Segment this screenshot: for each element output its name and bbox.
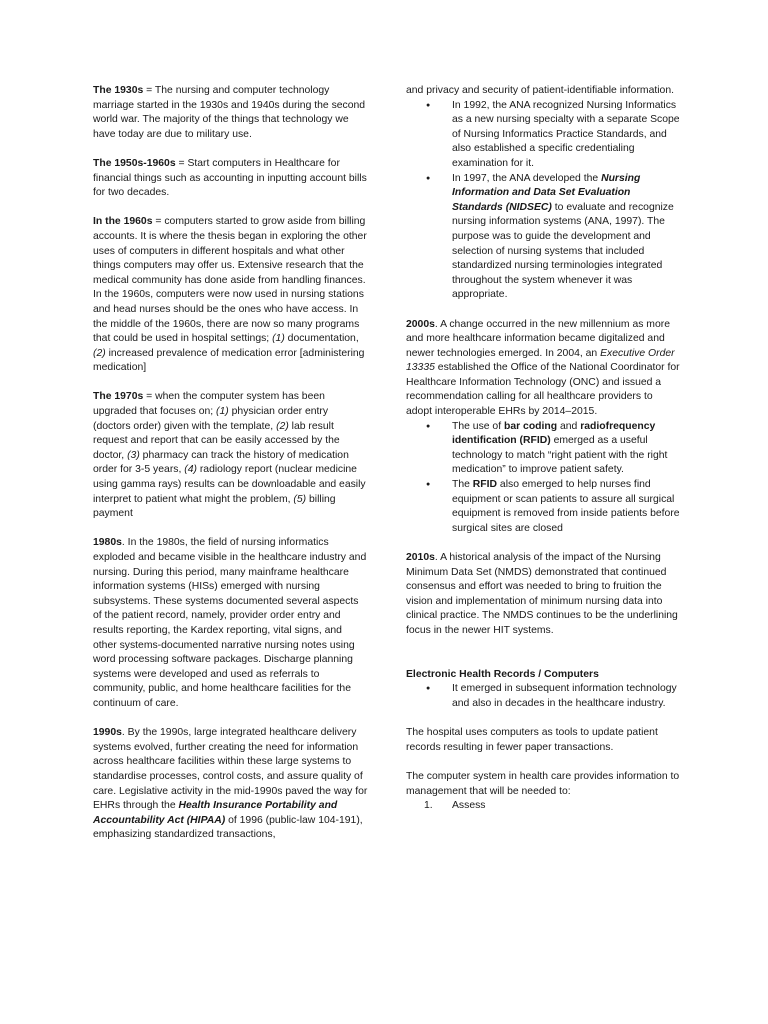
list-item <box>406 799 681 814</box>
bullet-list-ehr <box>406 682 681 711</box>
bullet-rfid-tail: also emerged to help nurses find equipment or scan patients to assure all surgical equipment is removed from inside patients before surgical sites are closed <box>452 479 680 534</box>
bullet-1997-text: In 1997, the ANA developed the <box>452 172 602 184</box>
paragraph-1970s <box>93 390 368 521</box>
rfid-full-term: radiofrequency identification (RFID) <box>452 420 656 447</box>
paragraph-1990s-continued: and privacy and security of patient-identifiable information. <box>406 85 674 96</box>
text-2000s-tail: established the Office of the National Coordinator for Healthcare Information Technology (ONC) and issued a recommendation calling for all healthcare providers to adopt interoperable EHRs by 2014–2015. <box>406 362 680 418</box>
heading-1950s-1960s: The 1950s-1960s <box>93 157 176 169</box>
bullet-list-ana <box>406 99 681 303</box>
text-1960s-item1: documentation, <box>284 333 359 345</box>
list-item <box>406 682 681 711</box>
text-1960s: = computers started to grow aside from billing accounts. It is where the thesis began in exploring the other uses of computers in different hospitals and what other things computers may offer us. Extensive research that the medical community has done aside from handling finances. In the 1960s, computers were now used in nursing stations and head nurses should be the ones who have access. In the middle of the 1960s, there are now so many programs that could be used in hospital settings; <box>93 216 367 345</box>
paragraph-2010s <box>406 551 681 639</box>
list-item <box>406 420 681 478</box>
list-item <box>406 172 681 303</box>
rfid-term: RFID <box>472 479 498 491</box>
bullet-1997-tail: to evaluate and recognize nursing information systems (ANA, 1997). The purpose was to guide the development and selection of nursing systems that included standardized nursing terminologies integrated throughout the system whenever it was appropriate. <box>452 201 674 301</box>
text-1970s-item5: billing payment <box>93 493 336 520</box>
text-2000s: . A change occurred in the new millennium as more and more healthcare information became digitalized and newer technologies emerged. In 2004, an <box>406 318 670 359</box>
paragraph-1930s <box>93 84 368 142</box>
enum-2: (2) <box>93 347 106 359</box>
heading-2000s: 2000s <box>406 318 435 330</box>
text-2010s: . A historical analysis of the impact of the Nursing Minimum Data Set (NMDS) demonstrated that continued consensus and effort was needed to bring to fruition the vision and implementation of minimum nursing data into clinical practice. The NMDS continues to be the underlining focus in the newer HIT systems. <box>406 552 678 636</box>
bullet-ehr: It emerged in subsequent information technology and also in decades in the healthcare industry. <box>452 683 677 709</box>
list-item <box>406 99 681 172</box>
heading-1970s: The 1970s <box>93 391 144 403</box>
paragraph-1990s <box>93 726 368 843</box>
left-column <box>93 84 368 843</box>
paragraph-2000s <box>406 318 681 420</box>
heading-2010s: 2010s <box>406 552 435 563</box>
paragraph-system: The computer system in health care provides information to management that will be needed to: <box>406 770 680 797</box>
text-1970s-item2: lab result request and report that can be easily accessed by the doctor, <box>93 420 340 461</box>
heading-1980s: 1980s <box>93 537 122 549</box>
text-1950s-1960s: = Start computers in Healthcare for financial things such as accounting in inputting account bills for two decades. <box>93 157 367 199</box>
bullet-1992: In 1992, the ANA recognized Nursing Informatics as a new nursing specialty with a separate Scope of Nursing Informatics Practice Standards, and also established a specific credentialing examination for it. <box>452 99 680 169</box>
bullet-rfid-text: The <box>452 479 473 491</box>
list-item <box>406 478 681 536</box>
text-1990s-tail: of 1996 (public-law 104-191), emphasizing standardized transactions, <box>93 814 363 841</box>
heading-1990s: 1990s <box>93 727 122 739</box>
bullet-barcode-text: The use of <box>452 420 504 432</box>
paragraph-hospital: The hospital uses computers as tools to update patient records resulting in fewer paper transactions. <box>406 727 658 753</box>
text-1960s-item2: increased prevalence of medication error [administering medication] <box>93 347 365 374</box>
hipaa-term: Health Insurance Portability and Accountability Act (HIPAA) <box>93 800 338 826</box>
barcode-term: bar coding <box>503 420 558 432</box>
heading-1960s: In the 1960s <box>93 216 153 228</box>
enum-4: (4) <box>184 464 197 476</box>
text-1970s-item4: radiology report (nuclear medicine using gamma rays) results can be downloadable and easily interpret to patient what might the problem, <box>93 464 366 505</box>
bullet-barcode-and: and <box>557 420 581 432</box>
section-heading-ehr: Electronic Health Records / Computers <box>406 668 599 680</box>
text-1990s: . By the 1990s, large integrated healthcare delivery systems evolved, further creating the need for information across healthcare facilities within these large systems to standardise processes, control costs, and assure quality of care. Legislative activity in the mid-1990s paved the way for EHRs through the <box>93 727 368 812</box>
enum-2: (2) <box>276 420 289 432</box>
text-1930s: = The nursing and computer technology marriage started in the 1930s and 1940s during the second world war. The majority of the things that technology we have today are due to military use. <box>93 85 366 140</box>
numbered-list <box>406 799 681 814</box>
text-1970s: = when the computer system has been upgraded that focuses on; <box>93 391 325 418</box>
nidsec-term: Nursing Information and Data Set Evaluation Standards (NIDSEC) <box>452 172 641 213</box>
executive-order-term: Executive Order 13335 <box>406 347 675 374</box>
text-1980s: . In the 1980s, the field of nursing informatics exploded and became visible in the healthcare industry and nursing. During this period, many mainframe healthcare information systems (HISs) emerged with nursing subsystems. These systems documented several aspects of the patient record, namely, provider order entry and results reporting, the Kardex reporting, vital signs, and other systems-documented narrative nursing notes using word processing software packages. Discharge planning systems were developed and used as referrals to community, public, and home healthcare facilities for the continuum of care. <box>93 537 367 709</box>
bullet-barcode-tail: emerged as a useful technology to match “right patient with the right medication” to improve patient safety. <box>452 435 668 476</box>
enum-1: (1) <box>216 406 229 418</box>
right-column <box>406 84 681 828</box>
enum-5: (5) <box>293 493 307 505</box>
heading-1930s: The 1930s <box>93 85 144 96</box>
text-1970s-item3: pharmacy can track the history of medication order for 3-5 years, <box>93 449 349 476</box>
paragraph-1980s <box>93 536 368 711</box>
bullet-list-2000s <box>406 420 681 537</box>
enum-3: (3) <box>127 449 140 461</box>
spacer <box>406 653 681 668</box>
paragraph-1960s <box>93 215 368 376</box>
list-number: 1. <box>424 800 433 812</box>
enum-1: (1) <box>272 333 285 345</box>
text-1970s-item1: physician order entry (doctors order) given with the template, <box>93 406 329 432</box>
list-item-text: Assess <box>452 800 486 812</box>
paragraph-1950s-1960s <box>93 157 368 201</box>
